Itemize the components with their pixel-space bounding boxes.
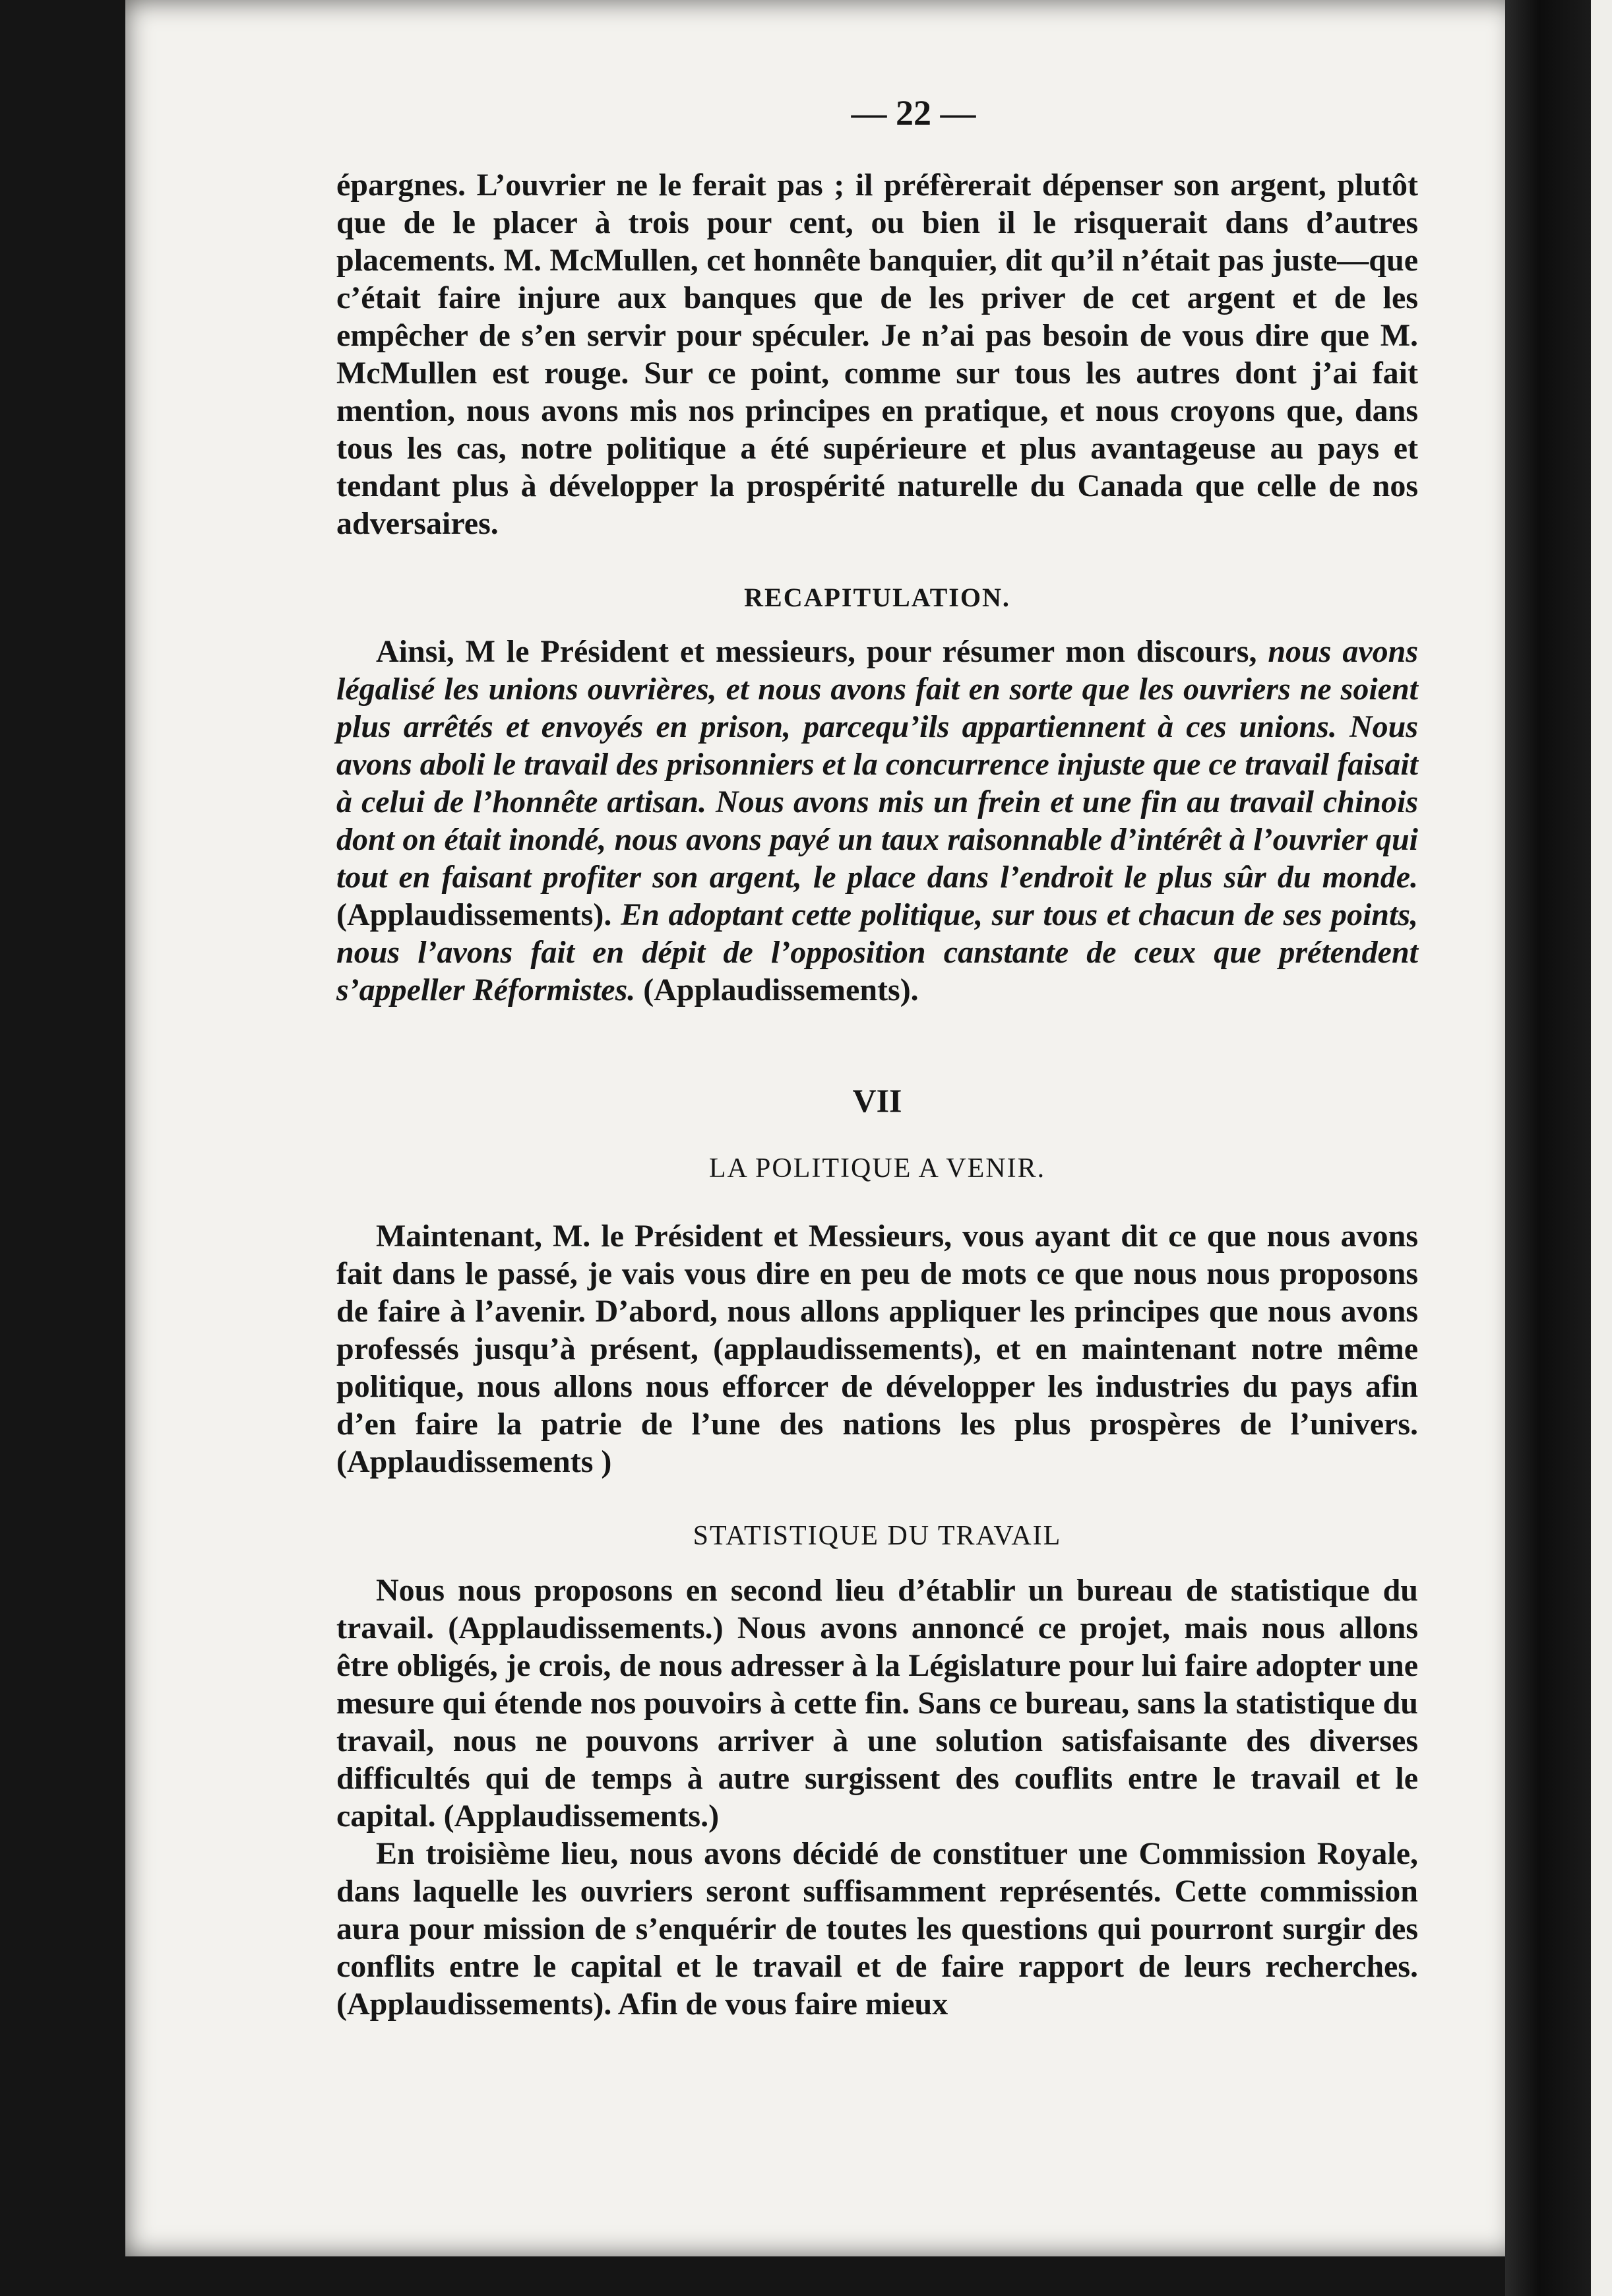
heading-statistique-du-travail: STATISTIQUE DU TRAVAIL: [693, 1521, 1062, 1551]
recap-applause-2: (Applaudissements).: [635, 973, 919, 1007]
recap-lead: Ainsi, M le Président et messieurs, pour résumer mon discours,: [376, 634, 1268, 669]
paragraph-stats-2: En troisième lieu, nous avons décidé de constituer une Commission Royale, dans laquelle les ouvriers seront suffisamment représentés. Cette commission aura pour mission de s’enquérir de toutes les questions qui pourront surgir des conflits entre le capital et le travail et de faire rapport de leurs recherches. (Applaudissements). Afin de vous faire mieux: [336, 1836, 1418, 2022]
paragraph-stats-1: Nous nous proposons en second lieu d’établir un bureau de statistique du travail. (Applaudissements.) Nous avons annoncé ce projet, mais nous allons être obligés, je crois, de nous adresser à la Législature pour lui faire adopter une mesure qui étende nos pouvoirs à cette fin. Sans ce bureau, sans la statistique du travail, nous ne pouvons arriver à une solution satisfaisante des diverses difficultés qui de temps à autre surgissent des couflits entre le travail et le capital. (Applaudissements.): [336, 1573, 1418, 1834]
paragraph-savings: épargnes. L’ouvrier ne le ferait pas ; il préfèrerait dépenser son argent, plutôt que de le placer à trois pour cent, ou bien il le risquerait dans d’autres placements. M. McMullen, cet honnête banquier, dit qu’il n’était pas juste—que c’était faire injure aux banques que de les priver de cet argent et de les empêcher de s’en servir pour spéculer. Je n’ai pas besoin de vous dire que M. McMullen est rouge. Sur ce point, comme sur tous les autres dont j’ai fait mention, nous avons mis nos principes en pratique, et nous croyons que, dans tous les cas, notre politique a été supérieure et plus avantageuse au pays et tendant plus à développer la prospérité naturelle du Canada que celle de nos adversaires.: [336, 168, 1418, 541]
paragraph-future: Maintenant, M. le Président et Messieurs, vous ayant dit ce que nous avons fait dans le passé, je vais vous dire en peu de mots ce que nous nous proposons de faire à l’avenir. D’abord, nous allons appliquer les principes que nous avons professés jusqu’à présent, (applaudissements), et en maintenant notre même politique, nous allons nous efforcer de développer les industries du pays afin d’en faire la patrie de l’une des nations les plus prospères de l’univers. (Applaudissements ): [336, 1219, 1418, 1479]
book-spine: [1505, 0, 1591, 2296]
recap-applause-1: (Applaudissements).: [336, 897, 621, 932]
heading-politique-a-venir: LA POLITIQUE A VENIR.: [708, 1153, 1046, 1184]
recap-italic-1: nous avons légalisé les unions ouvrières, et nous avons fait en sorte que les ouvriers ne soient plus arrêtés et envoyés en prison, parcequ’ils appartiennent à ces unions. Nous avons aboli le travail des prisonniers et la concurrence injuste que ce travail faisait à celui de l’honnête artisan. Nous avons mis un frein et une fin au travail chinois dont on était inondé, nous avons payé un taux raisonnable d’intérêt à l’ouvrier qui tout en faisant profiter son argent, le place dans l’endroit le plus sûr du monde.: [336, 634, 1418, 895]
page-number: — 22 —: [851, 93, 976, 133]
facing-page-edge: [1591, 0, 1612, 2296]
recap-italic-2: En adoptant cette politique, sur tous et chacun de ses points, nous l’avons fait en dépit de l’opposition canstante de ceux que prétendent s’appeller Réformistes.: [336, 897, 1418, 1007]
heading-recapitulation: RECAPITULATION.: [744, 583, 1010, 612]
page-content: [336, 92, 1418, 2023]
paragraph-recap: [336, 633, 1418, 1009]
section-number: VII: [852, 1082, 902, 1119]
